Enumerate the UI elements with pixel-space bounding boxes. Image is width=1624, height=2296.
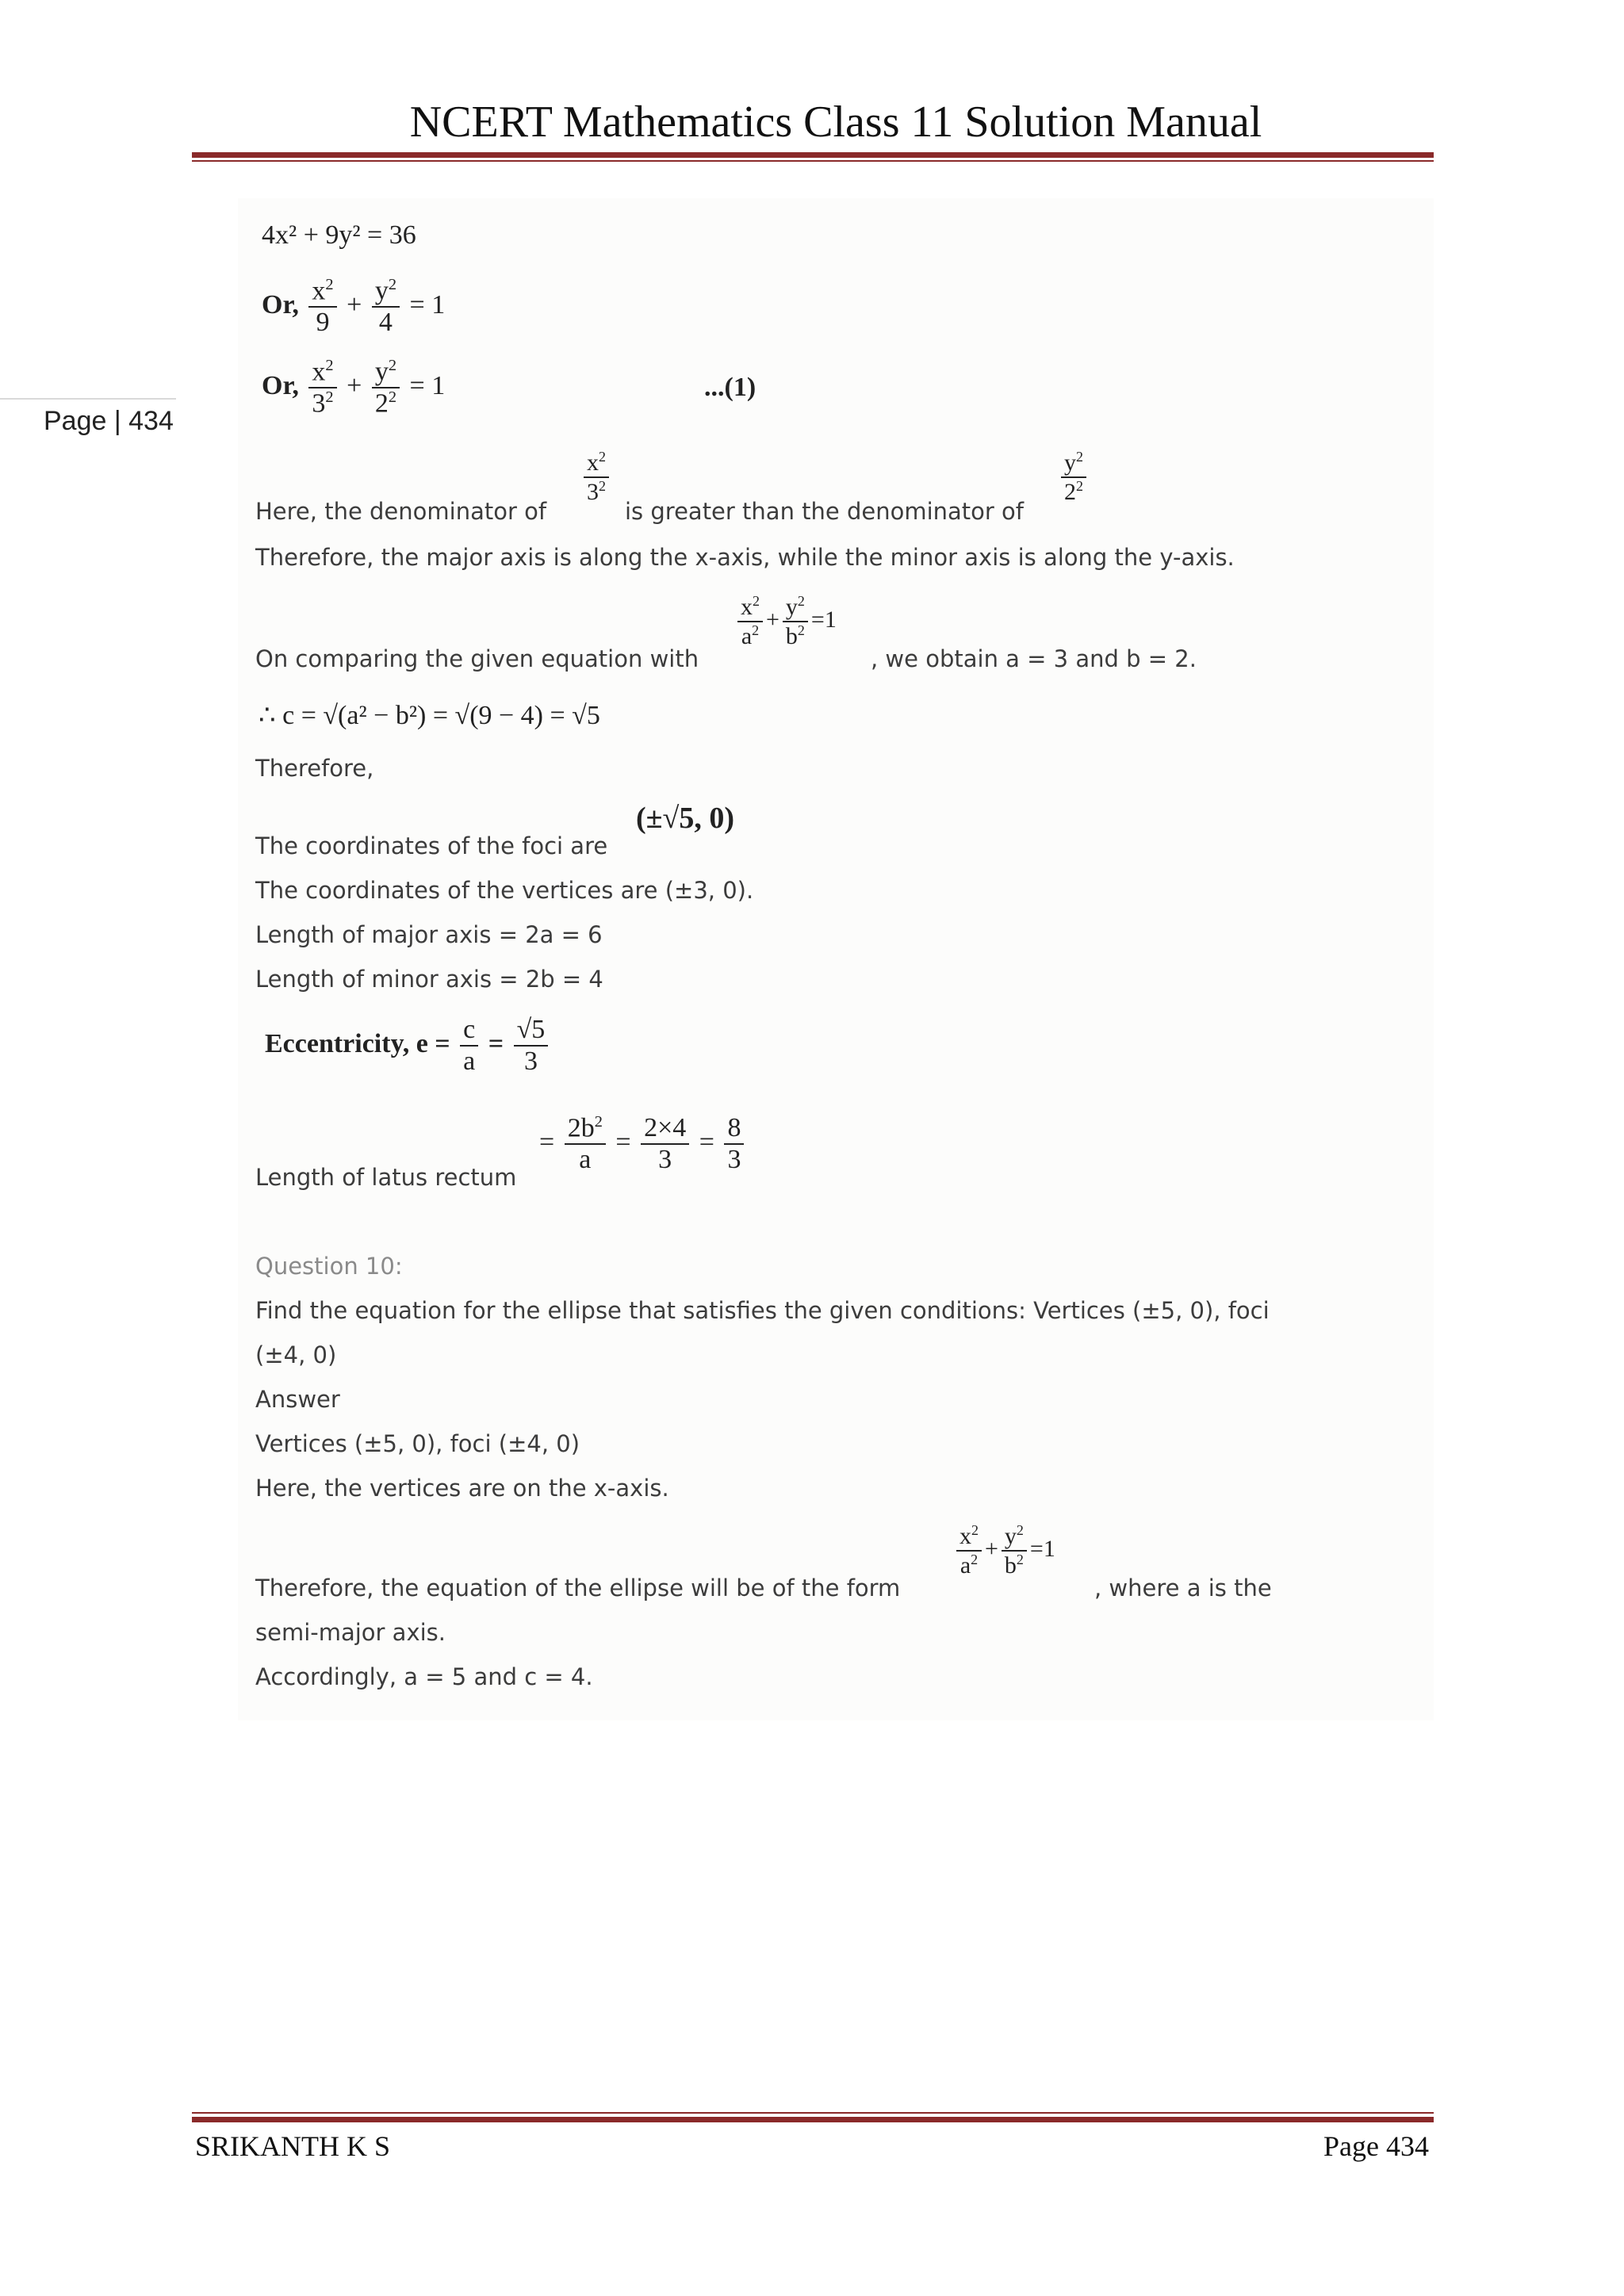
c-value-equation: ∴ c = √(a² − b²) = √(9 − 4) = √5 xyxy=(259,701,600,730)
equation-line-3: Or, $\frac{x^2}{3^2}$ + $\frac{y^2}{2^2}$ = 1 xyxy=(262,357,446,419)
latus-rectum-value: = $\frac{2b^2}{a}$ = $\frac{2\times 4}{3}$ = $\frac{8}{3}$ xyxy=(539,1113,747,1175)
footer-page-number: Page 434 xyxy=(1323,2130,1429,2162)
header-rule xyxy=(192,152,1434,158)
page-header-title: NCERT Mathematics Class 11 Solution Manual xyxy=(409,98,1262,147)
margin-page-label: Page | 434 xyxy=(44,406,174,436)
equation-line-1: 4x² + 9y² = 36 xyxy=(262,220,416,250)
eccentricity-line: Eccentricity, e = $\frac{c}{a}$ = $\frac{√5}{3}$ xyxy=(265,1015,551,1077)
vertices-on-axis-text: Here, the vertices are on the x-axis. xyxy=(255,1475,669,1502)
foci-value: (±√5, 0) xyxy=(636,802,735,835)
question-text-line-2: (±4, 0) xyxy=(255,1341,337,1368)
denominator-text-a: Here, the denominator of xyxy=(255,498,547,525)
form-text-c: semi-major axis. xyxy=(255,1619,446,1646)
ellipse-form-fraction: $\frac{x^2}{a^2}$ + $\frac{y^2}{b^2}$ =1 xyxy=(953,1522,1055,1579)
latus-rectum-text: Length of latus rectum xyxy=(255,1164,517,1191)
footer-rule-thin xyxy=(192,2112,1434,2114)
equation-tag: ...(1) xyxy=(704,373,756,402)
denominator-text-b: is greater than the denominator of xyxy=(625,498,1025,525)
given-values: Vertices (±5, 0), foci (±4, 0) xyxy=(255,1430,580,1457)
minor-axis-length: Length of minor axis = 2b = 4 xyxy=(255,966,603,993)
or-label: Or, xyxy=(262,289,299,320)
footer-rule xyxy=(192,2117,1434,2122)
form-text-a: Therefore, the equation of the ellipse will be of the form xyxy=(255,1575,901,1601)
question-heading: Question 10: xyxy=(255,1253,403,1280)
fraction-x-over-3sq: $\frac{x^2}{3^2}$ xyxy=(580,449,612,506)
eccentricity-label: Eccentricity, e = xyxy=(265,1028,450,1058)
fraction-y-over-2sq: $\frac{y^2}{2^2}$ xyxy=(1058,449,1090,506)
answer-label: Answer xyxy=(255,1386,340,1413)
form-text-b: , where a is the xyxy=(1094,1575,1272,1601)
major-axis-text: Therefore, the major axis is along the x-axis, while the minor axis is along the y-axis. xyxy=(255,544,1235,571)
compare-text-a: On comparing the given equation with xyxy=(255,645,699,672)
accordingly-text: Accordingly, a = 5 and c = 4. xyxy=(255,1663,593,1690)
therefore-text: Therefore, xyxy=(255,755,374,782)
major-axis-length: Length of major axis = 2a = 6 xyxy=(255,921,603,948)
equation-line-2: Or, $\frac{x^2}{9}$ + $\frac{y^2}{4}$ = 1 xyxy=(262,276,446,338)
standard-ellipse-form: $\frac{x^2}{a^2}$ + $\frac{y^2}{b^2}$ =1 xyxy=(734,593,837,650)
compare-text-b: , we obtain a = 3 and b = 2. xyxy=(871,645,1197,672)
question-text-line-1: Find the equation for the ellipse that satisfies the given conditions: Vertices (±5, 0), foci xyxy=(255,1297,1270,1324)
footer-author: SRIKANTH K S xyxy=(195,2130,391,2162)
header-rule-thin xyxy=(192,160,1434,162)
vertices-text: The coordinates of the vertices are (±3, 0). xyxy=(255,877,754,904)
margin-divider xyxy=(0,398,176,400)
foci-text: The coordinates of the foci are xyxy=(255,832,608,859)
or-label: Or, xyxy=(262,371,299,401)
